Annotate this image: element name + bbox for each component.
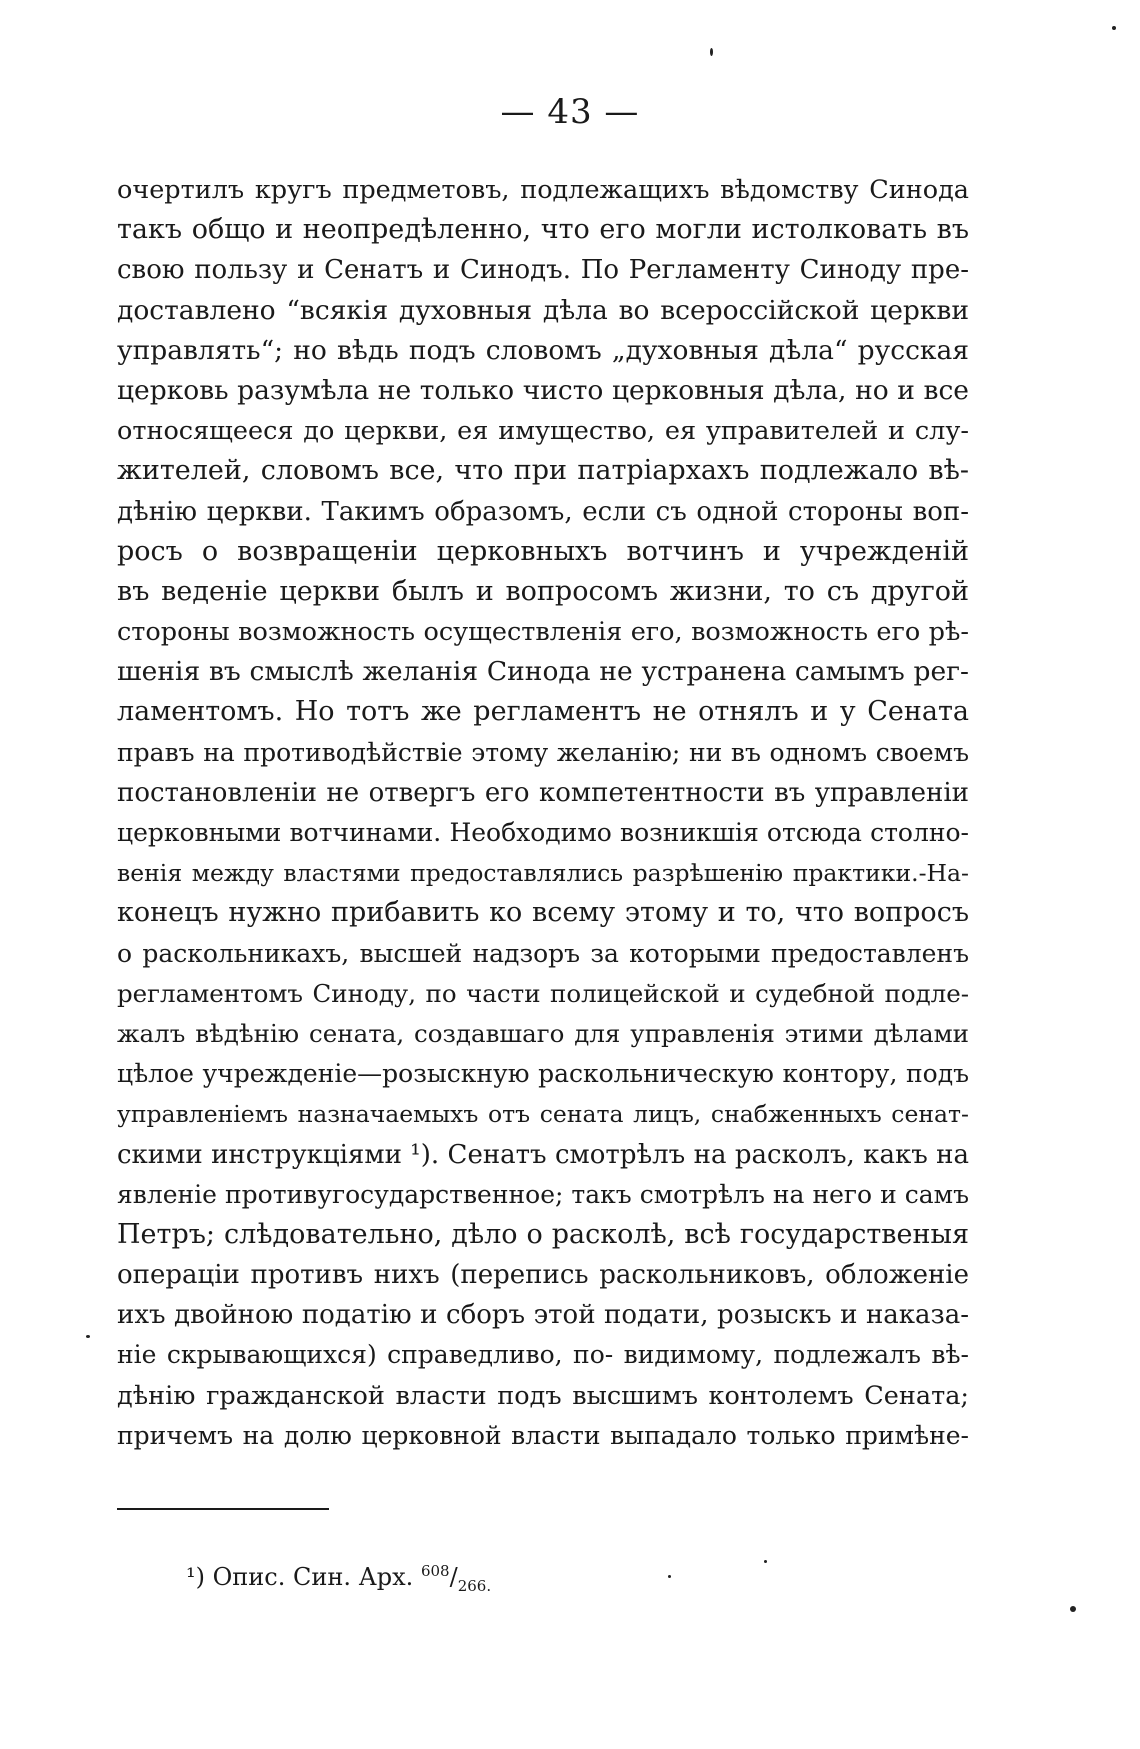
text-line: доставлено “всякія духовныя дѣла во всероссійской церкви — [117, 294, 969, 326]
text-line: жителей, словомъ все, что при патріархахъ подлежало вѣ- — [117, 455, 969, 487]
page-number: — 43 — — [500, 92, 640, 132]
text-line: скими инструкціями ¹). Сенатъ смотрѣлъ на расколъ, какъ на — [117, 1139, 969, 1170]
footnote: ¹) Опис. Син. Арх. $^{608}/_{266.}$ — [186, 1562, 492, 1595]
body-text — [117, 170, 969, 1456]
text-line: правъ на противодѣйствіе этому желанію; ни въ одномъ своемъ — [117, 737, 969, 767]
text-line: цѣлое учрежденіе—розыскную раскольническую контору, подъ — [117, 1059, 969, 1089]
text-line: стороны возможность осуществленія его, возможность его рѣ- — [117, 617, 969, 648]
text-line: Петръ; слѣдовательно, дѣло о расколѣ, всѣ государственыя — [117, 1218, 969, 1250]
footnote-marker: ¹) — [186, 1563, 205, 1591]
text-line: дѣнію церкви. Такимъ образомъ, если съ одной стороны воп- — [117, 496, 969, 527]
text-line: регламентомъ Синоду, по части полицейской и судебной подле- — [117, 978, 969, 1008]
text-line: дѣнію гражданской власти подъ высшимъ контолемъ Сената; — [117, 1380, 969, 1411]
text-line: относящееся до церкви, ея имущество, ея управителей и слу- — [117, 416, 969, 447]
scan-speck — [86, 1335, 90, 1338]
text-line: о раскольникахъ, высшей надзоръ за которыми предоставленъ — [117, 938, 969, 968]
text-line: жалъ вѣдѣнію сената, создавшаго для управленія этими дѣлами — [117, 1018, 969, 1048]
text-line: свою пользу и Сенатъ и Синодъ. По Регламенту Синоду пре- — [117, 255, 969, 286]
text-line: ламентомъ. Но тотъ же регламентъ не отнялъ и у Сената — [117, 696, 969, 728]
text-line: управленіемъ назначаемыхъ отъ сената лицъ, снабженныхъ сенат- — [117, 1100, 969, 1129]
text-line: постановленіи не отвергъ его компетентности въ управленіи — [117, 777, 969, 808]
text-line: ніе скрывающихся) справедливо, по- видимому, подлежалъ вѣ- — [117, 1340, 969, 1370]
scan-speck — [764, 1560, 767, 1563]
text-line: конецъ нужно прибавить ко всему этому и то, что вопросъ — [117, 897, 969, 929]
footnote-ref-numerator: 608 — [420, 1562, 450, 1580]
text-line: очертилъ кругъ предметовъ, подлежащихъ вѣдомству Синода — [117, 175, 969, 205]
footnote-text: Опис. Син. Арх. — [212, 1563, 414, 1591]
text-line: ихъ двойною податію и сборъ этой подати, розыскъ и наказа- — [117, 1300, 969, 1331]
text-line: церковь разумѣла не только чисто церковныя дѣла, но и все — [117, 374, 969, 406]
text-line: росъ о возвращеніи церковныхъ вотчинъ и учрежденій — [117, 535, 969, 567]
scan-speck — [710, 48, 713, 56]
text-line: церковными вотчинами. Необходимо возникшія отсюда столно- — [117, 818, 969, 847]
footnote-divider — [117, 1508, 329, 1510]
footnote-ref-denominator: 266. — [457, 1576, 492, 1595]
text-line: такъ общо и неопредѣленно, что его могли истолковать въ — [117, 214, 969, 246]
text-line: управлять“; но вѣдь подъ словомъ „духовныя дѣла“ русская — [117, 334, 969, 366]
scan-speck — [1112, 26, 1116, 30]
scan-speck — [1070, 1606, 1076, 1612]
text-line: шенія въ смыслѣ желанія Синода не устранена самымъ рег- — [117, 656, 969, 688]
text-line: причемъ на долю церковной власти выпадало только примѣне- — [117, 1420, 969, 1450]
text-line: венія между властями предоставлялись разрѣшенію практики.-На- — [117, 859, 969, 888]
text-line: въ веденіе церкви былъ и вопросомъ жизни, то съ другой — [117, 575, 969, 607]
scan-speck — [668, 1575, 671, 1578]
text-line: операціи противъ нихъ (перепись раскольниковъ, обложеніе — [117, 1260, 969, 1291]
text-line: явленіе противугосударственное; такъ смотрѣлъ на него и самъ — [117, 1179, 969, 1209]
